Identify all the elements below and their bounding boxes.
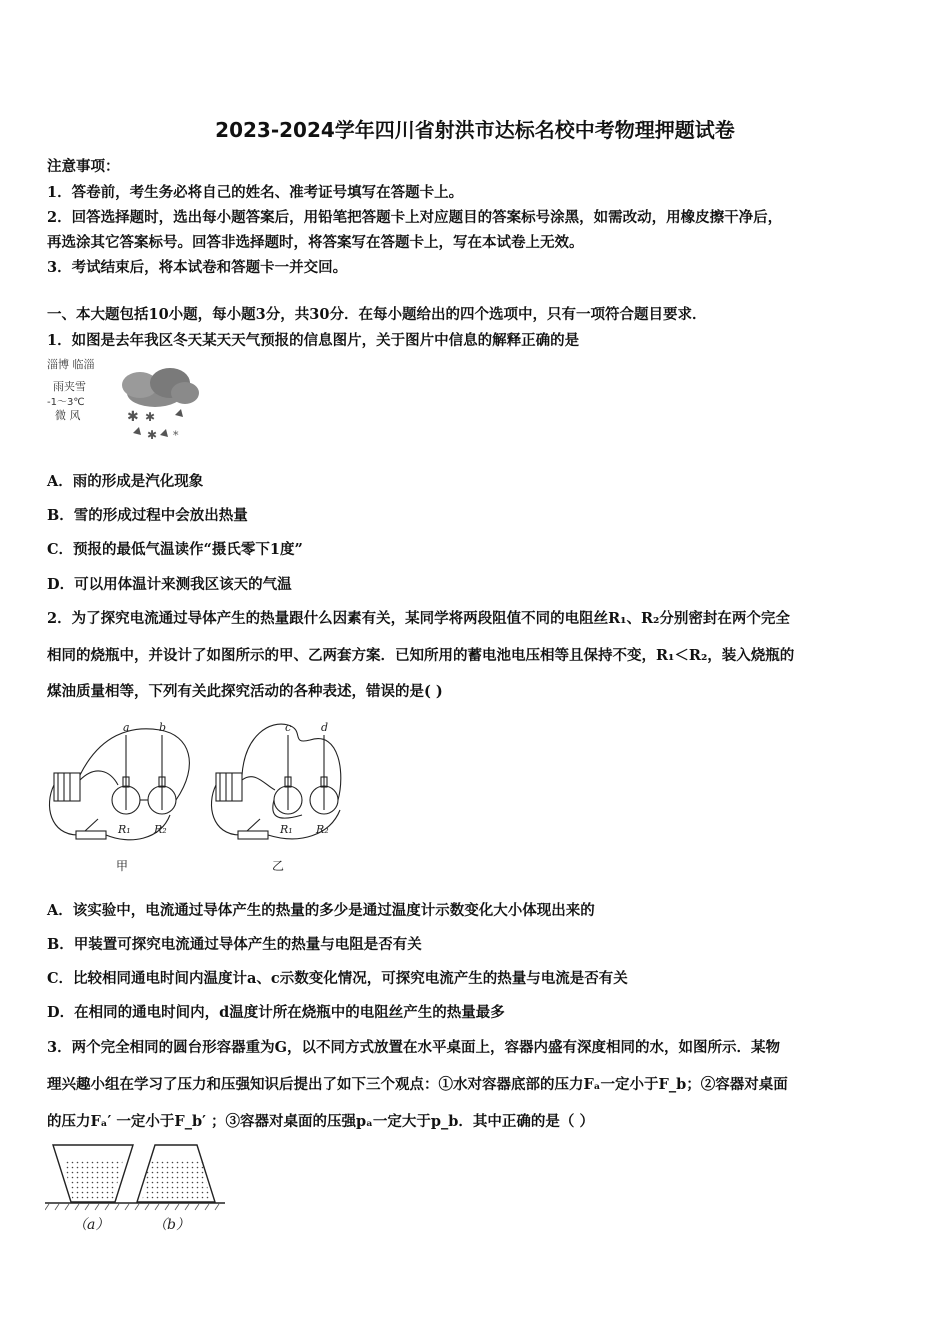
page-title: 2023-2024学年四川省射洪市达标名校中考物理押题试卷 xyxy=(215,118,735,142)
notice-item: 再选涂其它答案标号。回答非选择题时，将答案写在答题卡上，写在本试卷上无效。 xyxy=(47,234,584,251)
thermometer-label-c: c xyxy=(285,721,292,734)
container-label-a: （a） xyxy=(73,1217,110,1233)
notice-item: 2．回答选择题时，选出每小题答案后，用铅笔把答题卡上对应题目的答案标号涂黑，如需改动，用橡皮擦干净后， xyxy=(47,209,783,226)
notice-heading: 注意事项： xyxy=(47,158,120,175)
thermometer-label-a: a xyxy=(123,721,130,734)
svg-text:✱: ✱ xyxy=(147,428,158,442)
resistor-label-r1: R₁ xyxy=(280,823,293,836)
figure-label-jia: 甲 xyxy=(116,859,129,873)
figure-label-yi: 乙 xyxy=(272,859,285,873)
question-3-stem: 理兴趣小组在学习了压力和压强知识后提出了如下三个观点：①水对容器底部的压力Fₐ一定小于F_b；②容器对桌面 xyxy=(47,1076,788,1093)
question-1-stem: 1．如图是去年我区冬天某天天气预报的信息图片，关于图片中信息的解释正确的是 xyxy=(47,332,580,349)
q2-option-b: B．甲装置可探究电流通过导体产生的热量与电阻是否有关 xyxy=(47,936,422,953)
notice-item: 1．答卷前，考生务必将自己的姓名、准考证号填写在答题卡上。 xyxy=(47,184,464,201)
q2-option-c: C．比较相同通电时间内温度计a、c示数变化情况，可探究电流产生的热量与电流是否有关 xyxy=(47,970,628,987)
resistor-label-r2: R₂ xyxy=(316,823,329,836)
q2-option-a: A．该实验中，电流通过导体产生的热量的多少是通过温度计示数变化大小体现出来的 xyxy=(47,902,595,919)
q1-option-b: B．雪的形成过程中会放出热量 xyxy=(47,507,248,524)
question-2-stem: 相同的烧瓶中，并设计了如图所示的甲、乙两套方案．已知所用的蓄电池电压相等且保持不变，R₁＜R₂，装入烧瓶的 xyxy=(47,647,795,664)
containers-figure xyxy=(45,1140,225,1235)
resistor-label-r1: R₁ xyxy=(118,823,131,836)
weather-type: 雨夹雪 xyxy=(53,380,86,393)
svg-text:✱: ✱ xyxy=(145,410,156,424)
question-3-stem: 的压力Fₐ′ 一定小于F_b′ ；③容器对桌面的压强pₐ一定大于p_b．其中正确的是（ ） xyxy=(47,1113,594,1130)
question-3-stem: 3．两个完全相同的圆台形容器重为G，以不同方式放置在水平桌面上，容器内盛有深度相同的水，如图所示．某物 xyxy=(47,1039,780,1056)
weather-city: 淄博 临淄 xyxy=(47,358,95,371)
question-2-stem: 煤油质量相等，下列有关此探究活动的各种表述，错误的是( ) xyxy=(47,683,443,700)
notice-item: 3．考试结束后，将本试卷和答题卡一并交回。 xyxy=(47,259,348,276)
weather-temp: -1～3℃ xyxy=(47,397,85,408)
thermometer-label-b: b xyxy=(159,721,167,734)
container-a xyxy=(53,1145,133,1202)
container-label-b: （b） xyxy=(153,1217,190,1233)
svg-text:✱: ✱ xyxy=(127,409,139,425)
container-b xyxy=(137,1145,215,1202)
thermometer-label-d: d xyxy=(321,721,329,734)
cloud-sleet-icon xyxy=(122,368,199,442)
question-2-stem: 2．为了探究电流通过导体产生的热量跟什么因素有关，某同学将两段阻值不同的电阻丝R₁、R₂分别密封在两个完全 xyxy=(47,610,790,627)
q1-option-d: D．可以用体温计来测我区该天的气温 xyxy=(47,576,292,593)
q2-option-d: D．在相同的通电时间内，d温度计所在烧瓶中的电阻丝产生的热量最多 xyxy=(47,1004,505,1021)
weather-wind: 微 风 xyxy=(55,409,81,422)
q1-option-a: A．雨的形成是汽化现象 xyxy=(47,473,204,490)
resistor-label-r2: R₂ xyxy=(154,823,167,836)
weather-forecast-figure xyxy=(45,355,215,450)
svg-text:*: * xyxy=(173,429,179,442)
section-heading: 一、本大题包括10小题，每小题3分，共30分．在每小题给出的四个选项中，只有一项符合题目要求． xyxy=(47,306,707,323)
q1-option-c: C．预报的最低气温读作“摄氏零下1度” xyxy=(47,541,303,558)
circuit-figure xyxy=(40,715,370,880)
